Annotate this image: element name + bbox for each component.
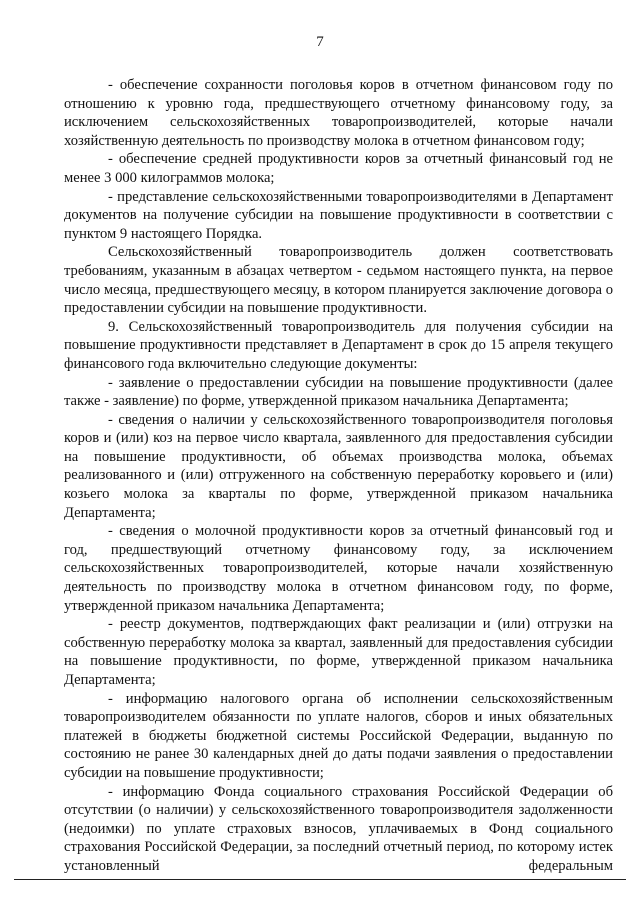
paragraph-tax-authority: - информацию налогового органа об исполнении сельскохозяйственным товаропроизводителем обязанности по уплате налогов, сборов и иных обязательных платежей в бюджеты бюджетной системы Российской Федерации, выданную по состоянию не ранее 30 календарных дней до даты подачи заявления о предоставлении субсидии на повышение продуктивности; <box>64 690 613 781</box>
paragraph-item-9: 9. Сельскохозяйственный товаропроизводитель для получения субсидии на повышение продуктивности представляет в Департамент в срок до 15 апреля текущего финансового года включительно следующие документы: <box>64 318 613 372</box>
paragraph-application: - заявление о предоставлении субсидии на повышение продуктивности (далее также - заявление) по форме, утвержденной приказом начальника Департамента; <box>64 374 613 410</box>
paragraph-herd-preservation: - обеспечение сохранности поголовья коров в отчетном финансовом году по отношению к уровню года, предшествующего отчетному финансовому году, за исключением сельскохозяйственных товаропроизводителей, которые начали хозяйственную деятельность по производству молока в отчетном финансовом году; <box>64 77 613 149</box>
bottom-divider <box>14 879 626 880</box>
paragraph-milk-productivity: - сведения о молочной продуктивности коров за отчетный финансовый год и год, предшествующий отчетному финансовому году, за исключением сельскохозяйственных товаропроизводителей, которые начали хозяйственную деятельность по производству молока в отчетном финансовом году, по форме, утвержденной приказом начальника Департамента; <box>64 523 613 614</box>
paragraph-documents-submission: - представление сельскохозяйственными товаропроизводителями в Департамент документов на получение субсидии на повышение продуктивности в соответствии с пунктом 9 настоящего Порядка. <box>64 188 613 242</box>
page-number: 7 <box>316 34 324 50</box>
paragraph-milk-yield: - обеспечение средней продуктивности коров за отчетный финансовый год не менее 3 000 килограммов молока; <box>64 151 613 186</box>
paragraph-social-insurance: - информацию Фонда социального страхования Российской Федерации об отсутствии (о наличии) у сельскохозяйственного товаропроизводителя задолженности (недоимки) по уплате страховых взносов, уплачиваемых в Фонд социального страхования Российской Федерации, за последний отчетный период, по которому истек установленный федеральным <box>64 783 613 874</box>
document-body <box>64 76 613 876</box>
paragraph-livestock-info: - сведения о наличии у сельскохозяйственного товаропроизводителя поголовья коров и (или) коз на первое число квартала, заявленного для предоставления субсидии на повышение продуктивности, об объемах производства молока, объемах реализованного и (или) отгруженного на собственную переработку коровьего и (или) козьего молока за кварталы по форме, утвержденной приказом начальника Департамента; <box>64 411 613 521</box>
paragraph-producer-requirements: Сельскохозяйственный товаропроизводитель должен соответствовать требованиям, указанным в абзацах четвертом - седьмом настоящего пункта, на первое число месяца, предшествующего месяцу, в котором планируется заключение договора о предоставлении субсидии на повышение продуктивности. <box>64 244 613 317</box>
paragraph-document-register: - реестр документов, подтверждающих факт реализации и (или) отгрузки на собственную переработку молока за квартал, заявленный для предоставления субсидии на повышение продуктивности, по форме, утвержденной приказом начальника Департамента; <box>64 616 613 688</box>
